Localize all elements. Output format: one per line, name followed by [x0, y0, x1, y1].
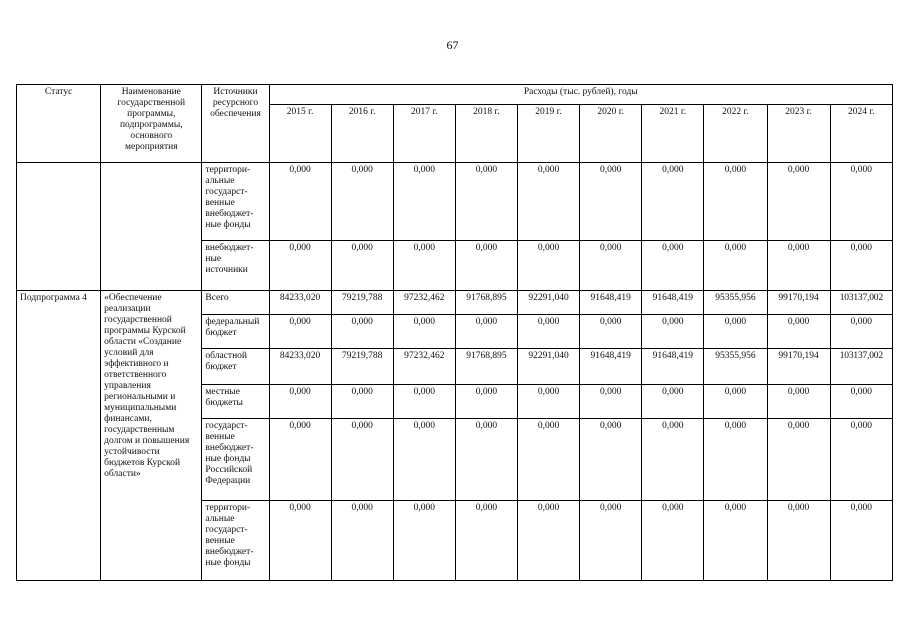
value-cell: 79219,788 — [331, 291, 393, 315]
value-cell: 0,000 — [767, 501, 830, 581]
source-cell: Всего — [202, 291, 269, 315]
value-cell: 0,000 — [455, 315, 517, 349]
value-cell: 0,000 — [580, 163, 642, 241]
value-cell: 99170,194 — [767, 291, 830, 315]
value-cell: 0,000 — [830, 241, 892, 291]
header-sources: Источники ресурсного обеспечения — [202, 85, 269, 163]
value-cell: 0,000 — [580, 501, 642, 581]
value-cell: 0,000 — [704, 385, 767, 419]
header-expenses: Расходы (тыс. рублей), годы — [269, 85, 892, 105]
value-cell: 91768,895 — [455, 291, 517, 315]
header-year: 2019 г. — [518, 105, 580, 163]
value-cell: 79219,788 — [331, 349, 393, 385]
value-cell: 0,000 — [331, 315, 393, 349]
value-cell: 0,000 — [269, 419, 331, 501]
value-cell: 0,000 — [830, 501, 892, 581]
source-cell: внебюджет- ные источники — [202, 241, 269, 291]
value-cell: 0,000 — [518, 385, 580, 419]
value-cell: 0,000 — [331, 241, 393, 291]
value-cell: 0,000 — [331, 385, 393, 419]
value-cell: 0,000 — [269, 241, 331, 291]
header-name: Наименование государственной программы, подпрограммы, основного мероприятия — [101, 85, 202, 163]
value-cell: 0,000 — [767, 385, 830, 419]
source-cell: местные бюджеты — [202, 385, 269, 419]
header-status: Статус — [17, 85, 101, 163]
value-cell: 97232,462 — [393, 349, 455, 385]
value-cell: 92291,040 — [518, 291, 580, 315]
header-year: 2022 г. — [704, 105, 767, 163]
value-cell: 0,000 — [518, 163, 580, 241]
value-cell: 0,000 — [642, 315, 704, 349]
value-cell: 0,000 — [455, 241, 517, 291]
value-cell: 84233,020 — [269, 349, 331, 385]
value-cell: 95355,956 — [704, 349, 767, 385]
value-cell: 97232,462 — [393, 291, 455, 315]
value-cell: 0,000 — [642, 385, 704, 419]
header-year: 2018 г. — [455, 105, 517, 163]
value-cell: 0,000 — [455, 501, 517, 581]
source-cell: территори- альные государст- венные внебюджет- ные фонды — [202, 163, 269, 241]
value-cell: 91648,419 — [580, 349, 642, 385]
header-year: 2021 г. — [642, 105, 704, 163]
page-number: 67 — [446, 38, 459, 52]
value-cell: 84233,020 — [269, 291, 331, 315]
table-body — [17, 163, 893, 581]
value-cell: 0,000 — [704, 163, 767, 241]
value-cell: 0,000 — [767, 163, 830, 241]
value-cell: 0,000 — [767, 419, 830, 501]
source-cell: территори- альные государст- венные внебюджет- ные фонды — [202, 501, 269, 581]
value-cell: 0,000 — [331, 419, 393, 501]
table-header — [17, 85, 893, 163]
name-cell-empty — [101, 163, 202, 291]
source-cell: федеральный бюджет — [202, 315, 269, 349]
value-cell: 0,000 — [642, 419, 704, 501]
value-cell: 0,000 — [518, 315, 580, 349]
value-cell: 0,000 — [642, 501, 704, 581]
value-cell: 0,000 — [704, 315, 767, 349]
value-cell: 0,000 — [393, 241, 455, 291]
source-cell: государст- венные внебюджет- ные фонды Российской Федерации — [202, 419, 269, 501]
status-cell-empty — [17, 163, 101, 291]
value-cell: 0,000 — [331, 501, 393, 581]
value-cell: 91648,419 — [580, 291, 642, 315]
value-cell: 0,000 — [269, 385, 331, 419]
value-cell: 0,000 — [393, 501, 455, 581]
value-cell: 0,000 — [518, 501, 580, 581]
value-cell: 92291,040 — [518, 349, 580, 385]
value-cell: 0,000 — [269, 501, 331, 581]
value-cell: 0,000 — [642, 241, 704, 291]
value-cell: 0,000 — [393, 315, 455, 349]
value-cell: 0,000 — [455, 385, 517, 419]
value-cell: 0,000 — [393, 163, 455, 241]
header-year: 2016 г. — [331, 105, 393, 163]
value-cell: 0,000 — [830, 315, 892, 349]
table-row — [17, 291, 893, 315]
value-cell: 103137,002 — [830, 291, 892, 315]
value-cell: 99170,194 — [767, 349, 830, 385]
header-year: 2015 г. — [269, 105, 331, 163]
value-cell: 0,000 — [580, 385, 642, 419]
table-row — [17, 163, 893, 241]
value-cell: 0,000 — [455, 419, 517, 501]
value-cell: 0,000 — [393, 419, 455, 501]
value-cell: 91768,895 — [455, 349, 517, 385]
value-cell: 0,000 — [830, 385, 892, 419]
value-cell: 0,000 — [518, 419, 580, 501]
value-cell: 95355,956 — [704, 291, 767, 315]
value-cell: 91648,419 — [642, 349, 704, 385]
value-cell: 0,000 — [767, 315, 830, 349]
header-year: 2020 г. — [580, 105, 642, 163]
value-cell: 0,000 — [269, 163, 331, 241]
value-cell: 0,000 — [830, 419, 892, 501]
value-cell: 0,000 — [455, 163, 517, 241]
budget-table — [16, 84, 893, 581]
subprogram-name: «Обеспечение реализации государственной программы Курской области «Создание условий для эффективного и ответственного управления региональными и муниципальными финансами, государственным долгом и повышения устойчивости бюджетов Курской области» — [101, 291, 202, 581]
value-cell: 103137,002 — [830, 349, 892, 385]
value-cell: 0,000 — [642, 163, 704, 241]
value-cell: 0,000 — [393, 385, 455, 419]
header-year: 2017 г. — [393, 105, 455, 163]
value-cell: 0,000 — [580, 241, 642, 291]
source-cell: областной бюджет — [202, 349, 269, 385]
value-cell: 0,000 — [580, 315, 642, 349]
value-cell: 0,000 — [580, 419, 642, 501]
value-cell: 0,000 — [704, 419, 767, 501]
value-cell: 0,000 — [269, 315, 331, 349]
value-cell: 0,000 — [704, 501, 767, 581]
header-year: 2024 г. — [830, 105, 892, 163]
value-cell: 91648,419 — [642, 291, 704, 315]
value-cell: 0,000 — [704, 241, 767, 291]
header-year: 2023 г. — [767, 105, 830, 163]
subprogram-status: Подпрограмма 4 — [17, 291, 101, 581]
value-cell: 0,000 — [518, 241, 580, 291]
value-cell: 0,000 — [767, 241, 830, 291]
value-cell: 0,000 — [830, 163, 892, 241]
value-cell: 0,000 — [331, 163, 393, 241]
